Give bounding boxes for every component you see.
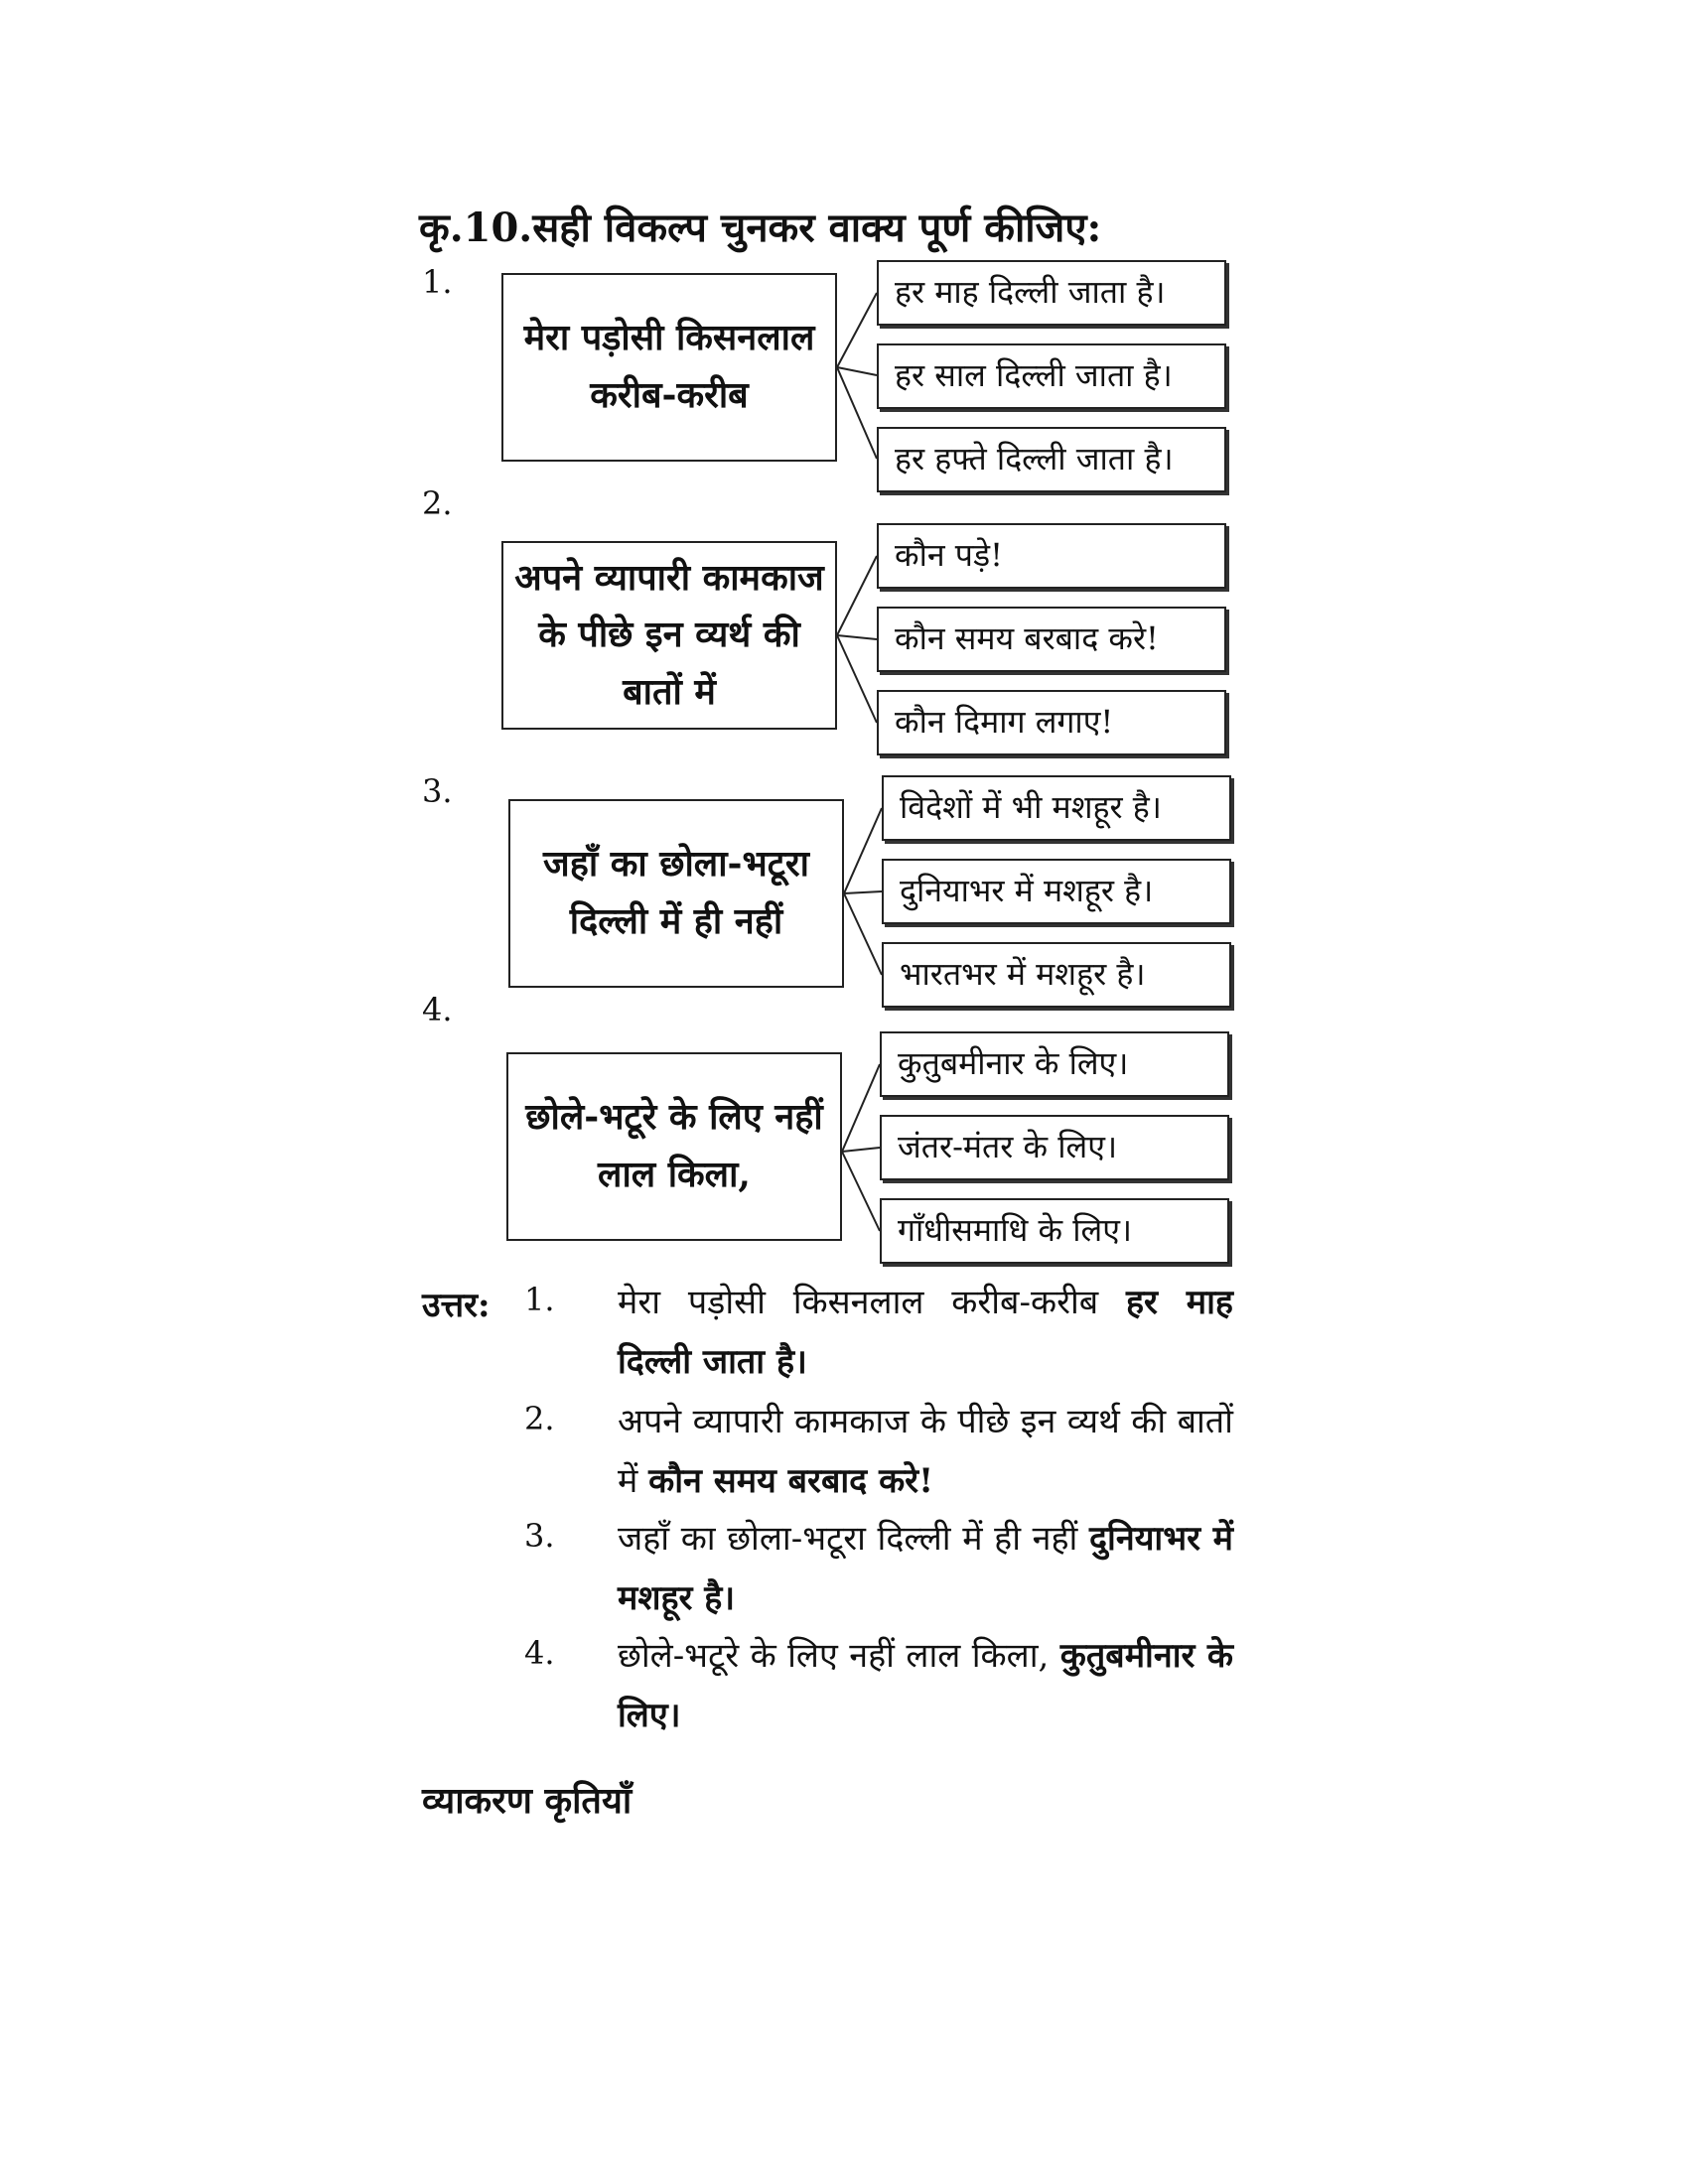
question-number: 1. <box>422 263 453 301</box>
answer-text <box>618 1626 1233 1745</box>
question-stem: अपने व्यापारी कामकाज के पीछे इन व्यर्थ की बातों में <box>501 541 837 730</box>
option-box: कौन पड़े! <box>877 523 1226 589</box>
exercise-heading: कृ.10.सही विकल्प चुनकर वाक्य पूर्ण कीजिए: <box>419 205 1102 251</box>
option-box: जंतर-मंतर के लिए। <box>880 1115 1229 1180</box>
option-box: कुतुबमीनार के लिए। <box>880 1031 1229 1097</box>
section-heading: व्याकरण कृतियाँ <box>422 1780 633 1822</box>
question-number: 4. <box>422 991 453 1028</box>
answer-bold: दुनियाभर में मशहूर है। <box>618 1519 1234 1618</box>
option-box: दुनियाभर में मशहूर है। <box>882 859 1231 924</box>
answer-text <box>618 1392 1233 1511</box>
option-box: कौन समय बरबाद करे! <box>877 607 1226 672</box>
question-number: 3. <box>422 772 453 810</box>
option-box: हर माह दिल्ली जाता है। <box>877 260 1226 326</box>
option-box: हर हफ्ते दिल्ली जाता है। <box>877 427 1226 492</box>
answers-label: उत्तर: <box>422 1286 491 1325</box>
question-stem: मेरा पड़ोसी किसनलाल करीब-करीब <box>501 273 837 462</box>
question-stem: छोले-भटूरे के लिए नहीं लाल किला, <box>506 1052 842 1241</box>
answer-number: 2. <box>524 1400 555 1437</box>
answer-bold: हर माह दिल्ली जाता है। <box>618 1283 1233 1382</box>
answer-bold: कुतुबमीनार के लिए। <box>618 1636 1234 1735</box>
option-box: विदेशों में भी मशहूर है। <box>882 775 1231 841</box>
option-box: हर साल दिल्ली जाता है। <box>877 343 1226 409</box>
answer-text <box>618 1509 1233 1628</box>
answer-bold: कौन समय बरबाद करे! <box>648 1461 934 1501</box>
answer-text <box>618 1273 1233 1392</box>
answer-plain: जहाँ का छोला-भटूरा दिल्ली में ही नहीं <box>618 1519 1089 1559</box>
answer-number: 3. <box>524 1517 555 1555</box>
answer-number: 1. <box>524 1281 555 1318</box>
option-box: भारतभर में मशहूर है। <box>882 942 1231 1008</box>
option-box: गाँधीसमाधि के लिए। <box>880 1198 1229 1264</box>
answer-plain: मेरा पड़ोसी किसनलाल करीब-करीब <box>618 1283 1126 1322</box>
answer-number: 4. <box>524 1634 555 1672</box>
question-stem: जहाँ का छोला-भटूरा दिल्ली में ही नहीं <box>508 799 844 988</box>
answer-plain: छोले-भटूरे के लिए नहीं लाल किला, <box>618 1636 1060 1676</box>
question-number: 2. <box>422 484 453 522</box>
answer-plain: अपने व्यापारी कामकाज के पीछे इन व्यर्थ की बातों में <box>618 1402 1233 1501</box>
option-box: कौन दिमाग लगाए! <box>877 690 1226 755</box>
